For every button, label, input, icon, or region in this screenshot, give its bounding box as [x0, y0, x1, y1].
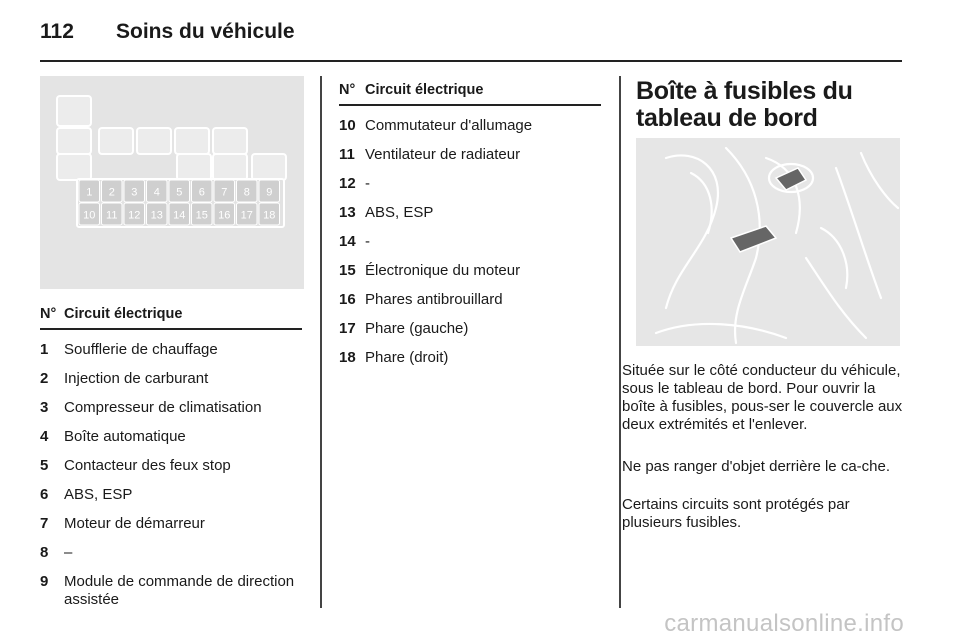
ignition-cap [776, 168, 806, 190]
circuit-name: - [365, 175, 370, 192]
fuse-slot-number: 9 [266, 186, 273, 199]
fuse-slot-number: 15 [195, 209, 208, 222]
circuit-name: Injection de carburant [64, 370, 209, 387]
column-header-number: N° [339, 82, 356, 98]
table-row [40, 515, 302, 533]
circuit-name: Compresseur de climatisation [64, 399, 262, 416]
circuit-name: Commutateur d'allumage [365, 117, 533, 134]
table-row [40, 544, 302, 562]
fuse-number: 4 [40, 428, 49, 445]
relay-slot [57, 154, 91, 180]
fuse-number: 1 [40, 341, 49, 358]
fuse-slot-number: 18 [263, 209, 276, 222]
table-row [40, 457, 302, 475]
table-row [339, 146, 601, 164]
circuit-name: Module de commande de direction assistée [64, 573, 295, 608]
fuse-table-left [40, 306, 302, 609]
table-row [40, 486, 302, 504]
relay-slot [177, 154, 211, 180]
table-row [339, 233, 601, 251]
relay-slot [99, 128, 133, 154]
fuse-number: 17 [339, 320, 356, 337]
circuit-name: - [365, 233, 370, 250]
fuse-number: 9 [40, 573, 49, 590]
paragraph-note: Certains circuits sont protégés par plusieurs fusibles. [622, 496, 850, 531]
relay-slot [252, 154, 286, 180]
circuit-name: Phare (gauche) [365, 320, 469, 337]
table-row [339, 204, 601, 222]
fuse-number: 14 [339, 233, 356, 250]
paragraph-warning: Ne pas ranger d'objet derrière le ca-che. [622, 458, 891, 475]
fuse-box-diagram [40, 76, 304, 289]
column-header-number: N° [40, 306, 57, 322]
circuit-name: Phare (droit) [365, 349, 449, 366]
table-row [40, 341, 302, 359]
relay-slot [57, 96, 91, 126]
circuit-name: – [64, 544, 73, 561]
fuse-number: 7 [40, 515, 49, 532]
fuse-slot-number: 10 [83, 209, 96, 222]
table-header [339, 82, 601, 106]
fuse-number: 18 [339, 349, 356, 366]
fuse-slot-number: 17 [240, 209, 253, 222]
header-rule [40, 60, 902, 62]
fuse-box-location-illustration [636, 138, 900, 346]
circuit-name: Phares antibrouillard [365, 291, 503, 308]
page-number: 112 [40, 20, 74, 43]
relay-slot [213, 154, 247, 180]
table-row [339, 349, 601, 367]
fuse-number: 6 [40, 486, 49, 503]
fuse-slot-number: 7 [221, 186, 228, 199]
fuse-number: 11 [339, 146, 355, 163]
page-header [40, 17, 295, 47]
circuit-name: Électronique du moteur [365, 262, 521, 279]
fuse-number: 3 [40, 399, 49, 416]
fuse-slot-number: 14 [173, 209, 186, 222]
fuse-number: 8 [40, 544, 49, 561]
fuse-number: 15 [339, 262, 356, 279]
fuse-slot-number: 2 [108, 186, 115, 199]
paragraph-location: Située sur le côté conducteur du véhicule, sous le tableau de bord. Pour ouvrir la boîte à fusibles, pous-ser le couvercle aux deux extrémités et l'enlever. [622, 362, 903, 433]
column-header-circuit: Circuit électrique [365, 82, 484, 98]
circuit-name: Soufflerie de chauffage [64, 341, 218, 358]
watermark: carmanualsonline.info [664, 610, 904, 637]
fuse-number: 13 [339, 204, 356, 221]
circuit-name: ABS, ESP [64, 486, 133, 503]
fuse-slot-number: 1 [86, 186, 93, 199]
fuse-number: 16 [339, 291, 356, 308]
circuit-name: Contacteur des feux stop [64, 457, 231, 474]
fuse-slot-number: 11 [106, 209, 118, 222]
fuse-slot-number: 13 [150, 209, 163, 222]
fuse-row-top [79, 180, 280, 202]
fuse-number: 10 [339, 117, 356, 134]
relay-slot [175, 128, 209, 154]
fuse-slot-number: 4 [153, 186, 160, 199]
fuse-slot-number: 6 [198, 186, 205, 199]
page-title: Soins du véhicule [116, 20, 295, 43]
circuit-name: Moteur de démarreur [64, 515, 205, 532]
fuse-slot-number: 12 [128, 209, 141, 222]
relay-slot [57, 128, 91, 154]
fuse-number: 2 [40, 370, 49, 387]
table-row [339, 117, 601, 135]
section-title: Boîte à fusibles du tableau de bord [636, 77, 853, 132]
relay-slot [213, 128, 247, 154]
table-row [40, 370, 302, 388]
table-row [40, 399, 302, 417]
fuse-table-middle [339, 82, 601, 367]
dashboard-sketch [636, 138, 900, 346]
fuse-slot-number: 3 [131, 186, 138, 199]
table-row [339, 320, 601, 338]
table-row [339, 262, 601, 280]
column-header-circuit: Circuit électrique [64, 306, 183, 322]
fuse-slot-number: 8 [243, 186, 250, 199]
fuse-number: 12 [339, 175, 356, 192]
column-divider-right [619, 76, 621, 608]
fuse-row-bottom [79, 203, 280, 225]
table-row [339, 175, 601, 193]
circuit-name: Boîte automatique [64, 428, 186, 445]
table-row [339, 291, 601, 309]
table-row [40, 573, 302, 609]
table-header [40, 306, 302, 330]
fuse-slot-number: 5 [176, 186, 183, 199]
fuse-cover [731, 226, 776, 252]
circuit-name: ABS, ESP [365, 204, 434, 221]
fuse-box-illustration [40, 76, 304, 289]
fuse-number: 5 [40, 457, 49, 474]
circuit-name: Ventilateur de radiateur [365, 146, 521, 163]
column-divider-left [320, 76, 322, 608]
relay-slot [137, 128, 171, 154]
table-row [40, 428, 302, 446]
fuse-slot-number: 16 [218, 209, 231, 222]
